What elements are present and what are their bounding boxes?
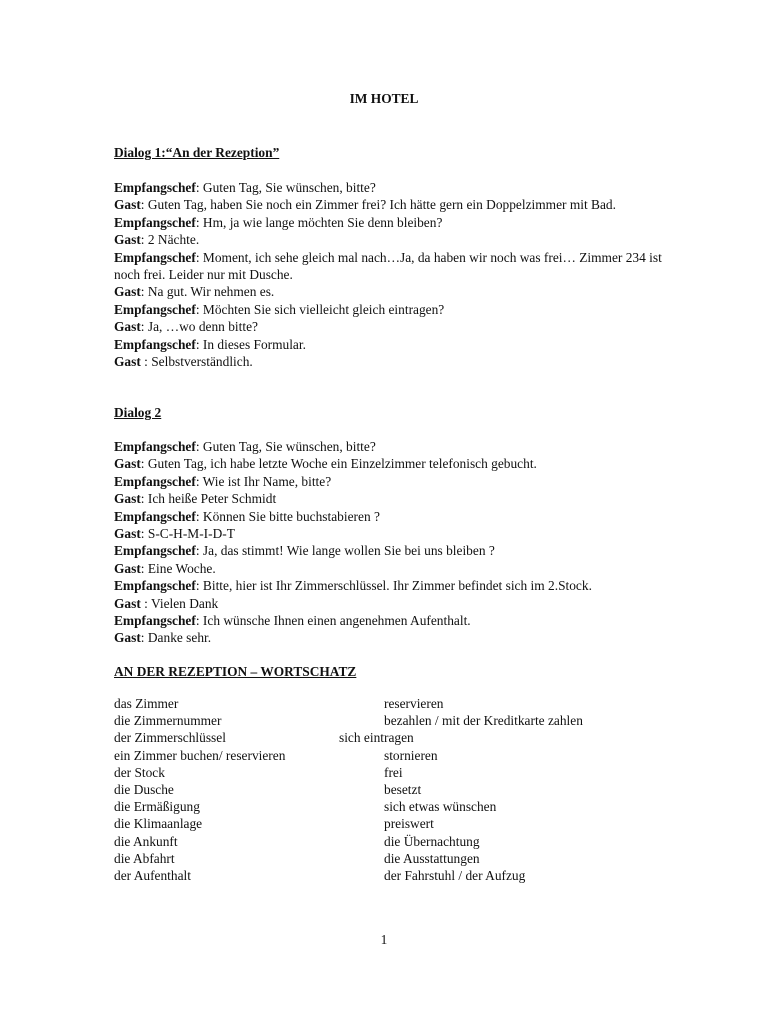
speaker-separator: : bbox=[195, 508, 200, 524]
dialog-line bbox=[114, 438, 674, 455]
dialog-text: Ja, …wo denn bitte? bbox=[144, 319, 258, 335]
dialog-1-heading-text: Dialog 1:“An der Rezeption” bbox=[114, 145, 280, 160]
dialog-text: Guten Tag, Sie wünschen, bitte? bbox=[199, 439, 376, 454]
dialog-text: Hm, ja wie lange möchten Sie denn bleiben? bbox=[199, 214, 443, 230]
dialog-text: Können Sie bitte buchstabieren ? bbox=[199, 508, 380, 524]
dialog-line bbox=[114, 629, 674, 646]
vocabulary-phrase: sich eintragen bbox=[339, 730, 414, 746]
speaker-name: Empfangschef bbox=[114, 249, 196, 265]
vocabulary-row bbox=[114, 833, 654, 850]
speaker-name: Empfangschef bbox=[114, 439, 196, 454]
speaker-name: Empfangschef bbox=[114, 578, 196, 594]
dialog-line bbox=[114, 577, 674, 594]
speaker-separator: : bbox=[140, 284, 145, 300]
dialog-text: Danke sehr. bbox=[144, 630, 212, 646]
vocabulary-phrase: die Ausstattungen bbox=[384, 850, 480, 866]
vocabulary-noun: die Abfahrt bbox=[114, 850, 175, 866]
dialog-text: In dieses Formular. bbox=[199, 336, 306, 352]
vocabulary-noun: die Zimmernummer bbox=[114, 713, 222, 729]
vocabulary-noun: der Aufenthalt bbox=[114, 867, 191, 883]
dialog-text: Ja, das stimmt! Wie lange wollen Sie bei uns bleiben ? bbox=[199, 543, 495, 559]
dialog-line bbox=[114, 231, 674, 248]
speaker-name: Empfangschef bbox=[114, 214, 196, 230]
speaker-separator: : bbox=[195, 543, 200, 559]
dialog-line bbox=[114, 595, 674, 612]
speaker-separator: : bbox=[195, 473, 200, 489]
vocabulary-row bbox=[114, 867, 654, 884]
speaker-name: Gast bbox=[114, 354, 141, 370]
dialog-text: S-C-H-M-I-D-T bbox=[144, 526, 235, 542]
dialog-line bbox=[114, 353, 674, 370]
vocabulary-row bbox=[114, 729, 654, 746]
vocabulary-heading bbox=[114, 663, 674, 680]
dialog-text: Guten Tag, Sie wünschen, bitte? bbox=[199, 180, 376, 195]
vocabulary-phrase: sich etwas wünschen bbox=[384, 799, 497, 815]
speaker-name: Gast bbox=[114, 319, 141, 335]
vocabulary-phrase: die Übernachtung bbox=[384, 833, 480, 849]
speaker-separator: : bbox=[140, 595, 148, 611]
dialog-text: Na gut. Wir nehmen es. bbox=[144, 284, 275, 300]
speaker-name: Gast bbox=[114, 232, 141, 248]
speaker-name: Gast bbox=[114, 456, 141, 472]
speaker-separator: : bbox=[140, 560, 145, 576]
speaker-separator: : bbox=[140, 630, 145, 646]
dialog-text: Möchten Sie sich vielleicht gleich eintragen? bbox=[199, 301, 445, 317]
vocabulary-noun: die Dusche bbox=[114, 781, 174, 797]
dialog-line bbox=[114, 283, 674, 300]
vocabulary-noun: die Klimaanlage bbox=[114, 816, 203, 832]
speaker-separator: : bbox=[140, 456, 145, 472]
speaker-name: Empfangschef bbox=[114, 301, 196, 317]
dialog-text: Selbstverständlich. bbox=[147, 354, 253, 370]
dialog-line bbox=[114, 179, 674, 196]
dialog-line bbox=[114, 249, 674, 284]
dialog-text: 2 Nächte. bbox=[144, 232, 200, 248]
speaker-name: Gast bbox=[114, 526, 141, 542]
vocabulary-row bbox=[114, 695, 654, 712]
speaker-separator: : bbox=[195, 613, 200, 629]
vocabulary-noun: ein Zimmer buchen/ reservieren bbox=[114, 747, 286, 763]
dialog-text: Guten Tag, ich habe letzte Woche ein Einzelzimmer telefonisch gebucht. bbox=[144, 456, 537, 472]
dialog-line bbox=[114, 214, 674, 231]
speaker-name: Empfangschef bbox=[114, 336, 196, 352]
speaker-name: Gast bbox=[114, 197, 141, 213]
dialog-2-heading-text: Dialog 2 bbox=[114, 405, 162, 420]
vocabulary-heading-text: AN DER REZEPTION – WORTSCHATZ bbox=[114, 664, 357, 679]
dialog-line bbox=[114, 455, 674, 472]
vocabulary-phrase: bezahlen / mit der Kreditkarte zahlen bbox=[384, 713, 583, 729]
dialog-line bbox=[114, 560, 674, 577]
page-title: IM HOTEL bbox=[349, 91, 419, 106]
speaker-name: Empfangschef bbox=[114, 508, 196, 524]
speaker-separator: : bbox=[195, 249, 200, 265]
dialog-text: Vielen Dank bbox=[147, 595, 219, 611]
speaker-separator: : bbox=[195, 336, 200, 352]
vocabulary-phrase: stornieren bbox=[384, 747, 438, 763]
vocabulary-row bbox=[114, 747, 654, 764]
speaker-name: Gast bbox=[114, 284, 141, 300]
vocabulary-phrase: preiswert bbox=[384, 816, 434, 832]
vocabulary-row bbox=[114, 850, 654, 867]
dialog-text: Moment, ich sehe gleich mal nach…Ja, da haben wir noch was frei… Zimmer 234 ist noch frei. Leider nur mit Dusche. bbox=[114, 249, 662, 283]
speaker-separator: : bbox=[140, 232, 145, 248]
vocabulary-row bbox=[114, 815, 654, 832]
vocabulary-noun: das Zimmer bbox=[114, 696, 179, 711]
dialog-text: Wie ist Ihr Name, bitte? bbox=[199, 473, 332, 489]
speaker-name: Gast bbox=[114, 630, 141, 646]
dialog-line bbox=[114, 336, 674, 353]
speaker-name: Gast bbox=[114, 491, 141, 507]
vocabulary-noun: die Ankunft bbox=[114, 833, 178, 849]
vocabulary-row bbox=[114, 764, 654, 781]
dialog-line bbox=[114, 508, 674, 525]
vocabulary-phrase: frei bbox=[384, 764, 403, 780]
dialog-text: Guten Tag, haben Sie noch ein Zimmer frei? Ich hätte gern ein Doppelzimmer mit Bad. bbox=[144, 197, 616, 213]
dialog-line bbox=[114, 490, 674, 507]
dialog-text: Ich heiße Peter Schmidt bbox=[144, 491, 277, 507]
speaker-separator: : bbox=[140, 197, 145, 213]
speaker-name: Gast bbox=[114, 560, 141, 576]
dialog-line bbox=[114, 525, 674, 542]
speaker-separator: : bbox=[140, 354, 148, 370]
speaker-separator: : bbox=[140, 491, 145, 507]
dialog-line bbox=[114, 301, 674, 318]
speaker-separator: : bbox=[195, 180, 200, 195]
dialog-text: Eine Woche. bbox=[144, 560, 216, 576]
vocabulary-row bbox=[114, 781, 654, 798]
page-number: 1 bbox=[380, 932, 388, 947]
dialog-line bbox=[114, 542, 674, 559]
speaker-name: Empfangschef bbox=[114, 543, 196, 559]
speaker-separator: : bbox=[195, 439, 200, 454]
speaker-name: Empfangschef bbox=[114, 180, 196, 195]
vocabulary-phrase: reservieren bbox=[384, 696, 444, 711]
dialog-2 bbox=[114, 438, 674, 647]
speaker-name: Gast bbox=[114, 595, 141, 611]
vocabulary-phrase: besetzt bbox=[384, 781, 422, 797]
dialog-line bbox=[114, 612, 674, 629]
speaker-name: Empfangschef bbox=[114, 473, 196, 489]
dialog-text: Ich wünsche Ihnen einen angenehmen Aufenthalt. bbox=[199, 613, 471, 629]
speaker-separator: : bbox=[195, 578, 200, 594]
dialog-line bbox=[114, 473, 674, 490]
vocabulary-noun: der Stock bbox=[114, 764, 165, 780]
dialog-2-heading bbox=[114, 404, 674, 421]
speaker-separator: : bbox=[195, 301, 200, 317]
vocabulary-noun: der Zimmerschlüssel bbox=[114, 730, 226, 746]
dialog-1 bbox=[114, 179, 674, 370]
vocabulary-phrase: der Fahrstuhl / der Aufzug bbox=[384, 867, 526, 883]
vocabulary-row bbox=[114, 798, 654, 815]
vocabulary-row bbox=[114, 712, 654, 729]
dialog-line bbox=[114, 318, 674, 335]
dialog-1-heading bbox=[114, 144, 674, 161]
speaker-name: Empfangschef bbox=[114, 613, 196, 629]
speaker-separator: : bbox=[195, 214, 200, 230]
dialog-line bbox=[114, 196, 674, 213]
vocabulary-noun: die Ermäßigung bbox=[114, 799, 200, 815]
vocabulary-list bbox=[114, 695, 654, 884]
dialog-text: Bitte, hier ist Ihr Zimmerschlüssel. Ihr Zimmer befindet sich im 2.Stock. bbox=[199, 578, 592, 594]
speaker-separator: : bbox=[140, 526, 145, 542]
speaker-separator: : bbox=[140, 319, 145, 335]
